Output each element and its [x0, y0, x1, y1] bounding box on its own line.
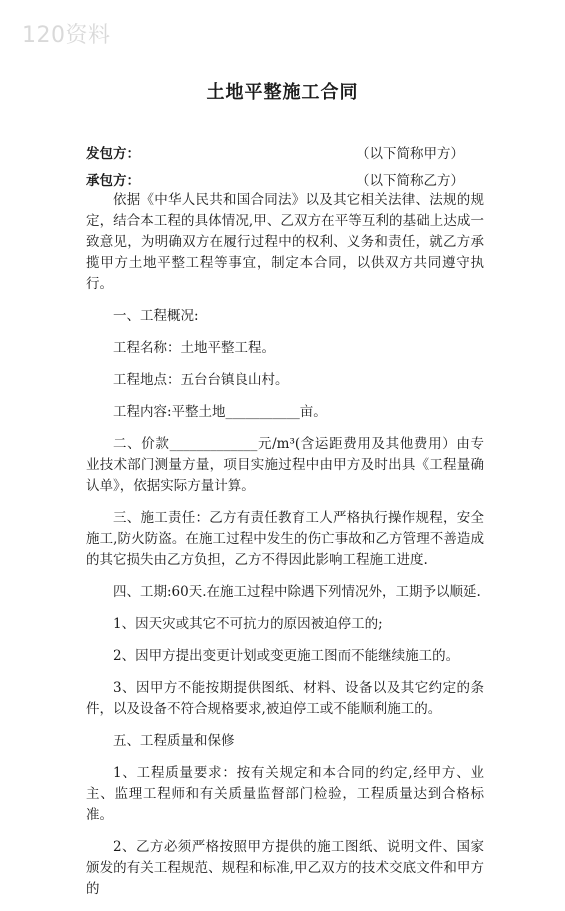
paragraph-price: 二、价款_____________元/m³(含运距费用及其他费用）由专业技术部门测量方量，项目实施过程中由甲方及时出具《工程量确认单》，依据实际方量计算。 — [86, 436, 484, 494]
paragraph-schedule: 四、工期:60天.在施工过程中除遇下列情况外，工期予以顺延. — [113, 584, 481, 600]
party-a-note: （以下简称甲方） — [356, 146, 464, 162]
paragraph-delay-3: 3、因甲方不能按期提供图纸、材料、设备以及其它约定的条件，以及设备不符合规格要求,被迫停工或不能顺利施工的。 — [86, 680, 484, 717]
contract-title: 土地平整施工合同 — [206, 82, 359, 103]
paragraph-delay-2: 2、因甲方提出变更计划或变更施工图而不能继续施工的。 — [113, 648, 460, 664]
paragraph-preamble: 依据《中华人民共和国合同法》以及其它相关法律、法规的规定，结合本工程的具体情况,甲、乙双方在平等互利的基础上达成一致意见，为明确双方在履行过程中的权利、义务和责任，就乙方承揽甲方土地平整工程等事宜，制定本合同，以供双方共同遵守执行。 — [86, 192, 484, 292]
party-a-line — [86, 142, 486, 162]
party-b-note: （以下简称乙方） — [356, 173, 464, 189]
contract-body — [86, 190, 484, 911]
paragraph-section-1-heading: 一、工程概况: — [113, 308, 199, 324]
watermark: 120资料 — [22, 23, 111, 48]
paragraph-quality-2: 2、乙方必须严格按照甲方提供的施工图纸、说明文件、国家颁发的有关工程规范、规程和标准,甲乙双方的技术交底文件和甲方的 — [86, 839, 484, 897]
paragraph-delay-1: 1、因天灾或其它不可抗力的原因被迫停工的; — [113, 616, 383, 632]
party-a-label: 发包方： — [86, 146, 140, 162]
party-b-line — [86, 169, 486, 189]
paragraph-project-content: 工程内容:平整土地___________亩。 — [113, 404, 327, 420]
paragraph-quality-1: 1、工程质量要求：按有关规定和本合同的约定,经甲方、业主、监理工程师和有关质量监督部门检验，工程质量达到合格标准。 — [86, 765, 484, 823]
party-b-label: 承包方： — [86, 173, 140, 189]
paragraph-section-5-heading: 五、工程质量和保修 — [113, 733, 235, 749]
paragraph-project-name: 工程名称：土地平整工程。 — [113, 340, 275, 356]
paragraph-project-location: 工程地点：五台台镇良山村。 — [113, 372, 289, 388]
paragraph-responsibility: 三、施工责任：乙方有责任教育工人严格执行操作规程，安全施工,防火防盗。在施工过程中发生的伤亡事故和乙方管理不善造成的其它损失由乙方负担，乙方不得因此影响工程施工进度. — [86, 510, 484, 568]
